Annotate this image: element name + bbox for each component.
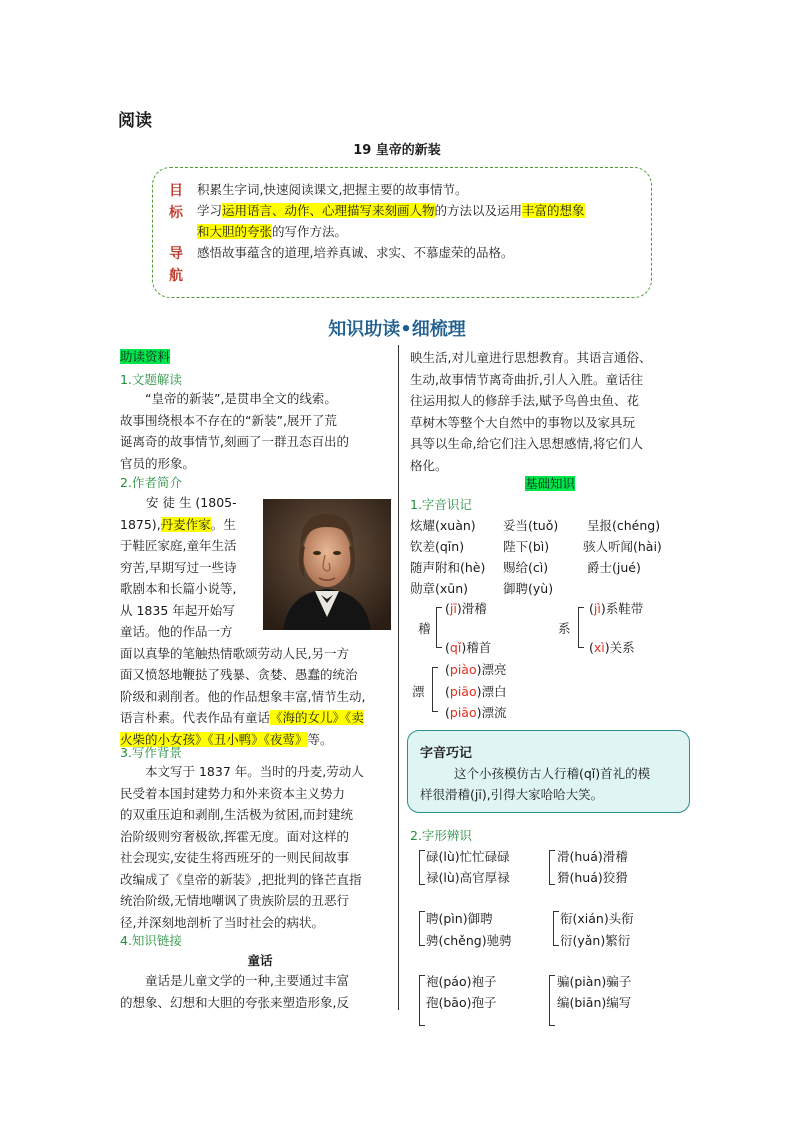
vocab-item: 赐给(cì) — [503, 560, 549, 575]
vocab-item: 勋章(xūn) — [410, 581, 468, 596]
pinyin: piāo — [449, 705, 477, 720]
glyph-item: 衍(yǎn)繁衍 — [560, 933, 631, 948]
vocab-item: 骇人听闻(hài) — [583, 539, 662, 554]
tag-label: 助读资料 — [120, 349, 171, 364]
section-title-4: 4.知识链接 — [120, 933, 182, 948]
glyph-item: 猾(huá)狡猾 — [557, 870, 628, 885]
title-interpretation — [120, 388, 394, 410]
word: 漂流 — [481, 705, 507, 720]
text-line: 于鞋匠家庭,童年生活 — [120, 538, 237, 553]
text-line: 民受着本国封建势力和外来资本主义势力 — [120, 785, 346, 801]
goal-text: 的写作方法。 — [272, 224, 348, 239]
fairy-tale-continued — [410, 347, 685, 476]
vocab-item: 随声附和(hè) — [410, 560, 486, 575]
text-line: 从 1835 年起开始写 — [120, 602, 235, 618]
section-title-pronunciation: 1.字音识记 — [410, 497, 472, 512]
text-line: 社会现实,安徒生将西班牙的一则民间故事 — [120, 850, 349, 865]
vocab-item: 御聘(yù) — [503, 581, 554, 596]
goal-label-char: 目 — [169, 183, 183, 199]
text-line: 统治阶级,无情地嘲讽了贵族阶层的丑恶行 — [120, 893, 349, 908]
fairy-tale-subtitle: 童话 — [247, 953, 273, 968]
pinyin: piāo — [449, 684, 477, 699]
goal-line-1: 积累生字词,快速阅读课文,把握主要的故事情节。 — [197, 182, 468, 197]
text-line: 童话。他的作品一方 — [120, 624, 233, 639]
section-title-3: 3.写作背景 — [120, 745, 182, 760]
page-title: 阅读 — [118, 111, 152, 131]
author-country-highlight: 丹麦作家 — [160, 516, 211, 532]
polyphone-item: (piāo)漂流 — [445, 705, 507, 720]
author-line — [120, 514, 260, 536]
goal-label-char: 航 — [169, 268, 183, 284]
section-title-2: 2.作者简介 — [120, 475, 182, 490]
author-line: 安 徒 生 (1805- — [146, 495, 237, 510]
text: 1875), — [120, 516, 161, 532]
glyph-item: 骗(piàn)骗子 — [557, 974, 632, 989]
goal-highlight: 和大胆的夸张 — [197, 224, 273, 239]
glyph-item: 滑(huá)滑稽 — [557, 849, 628, 864]
text-line: 治阶级则穷奢极欲,挥霍无度。面对这样的 — [120, 828, 349, 844]
mnemonic-box — [407, 730, 690, 813]
text-line: 具等以生命,给它们注入思想感情,将它们人 — [410, 436, 643, 451]
text-line: 官员的形象。 — [120, 455, 196, 471]
text-line: 的想象、幻想和大胆的夸张来塑造形象,反 — [120, 994, 349, 1010]
polyphone-char: 系 — [558, 621, 571, 636]
vocab-item: 陛下(bì) — [503, 539, 550, 554]
word: 系鞋带 — [605, 601, 644, 616]
text-line — [120, 707, 394, 729]
goal-line-2 — [197, 201, 642, 221]
word: 滑稽 — [461, 601, 487, 616]
goal-highlight: 运用语言、动作、心理描写来刻画人物 — [222, 203, 435, 218]
polyphone-item: (piāo)漂白 — [445, 684, 507, 699]
pinyin: qǐ — [449, 640, 462, 655]
text: 语言朴素。代表作品有童话 — [120, 710, 271, 725]
reading-material-tag — [120, 347, 170, 365]
goal-line-4: 感悟故事蕴含的道理,培养真诚、求实、不慕虚荣的品格。 — [197, 245, 514, 260]
title-interpretation-cont — [120, 410, 394, 475]
word: 漂亮 — [481, 662, 507, 677]
writing-background — [120, 783, 394, 934]
works-highlight: 《海的女儿》《卖 — [270, 710, 364, 725]
brace — [578, 607, 584, 648]
glyph-item: 骋(chěng)驰骋 — [426, 933, 512, 948]
background-first-line — [120, 761, 394, 783]
text-line: 的双重压迫和剥削,生活极为贫困,而封建统 — [120, 807, 353, 822]
brace — [549, 850, 555, 885]
text-line: 穷苦,早期写过一些诗 — [120, 559, 237, 575]
text-line: 故事围绕根本不存在的“新装”,展开了荒 — [120, 412, 337, 428]
polyphone-item: (qǐ)稽首 — [445, 640, 492, 655]
goal-label-char: 导 — [169, 246, 183, 262]
brace — [419, 911, 425, 946]
basic-knowledge-tag — [410, 474, 690, 492]
brace — [432, 667, 438, 712]
glyph-item: 禄(lù)高官厚禄 — [426, 870, 510, 885]
glyph-item: 碌(lù)忙忙碌碌 — [426, 849, 510, 864]
lesson-title: 19 皇帝的新装 — [353, 143, 441, 158]
fairy-tale-text — [120, 992, 394, 1014]
goal-text: 学习 — [197, 203, 223, 218]
pinyin: piào — [449, 662, 477, 677]
polyphone-item: (jì)系鞋带 — [589, 601, 644, 616]
mnemonic-title: 字音巧记 — [420, 746, 473, 761]
goal-line-3 — [197, 222, 642, 242]
text-line: 径,并深刻地剖析了当时社会的病状。 — [120, 914, 324, 930]
fairy-tale-first-line — [120, 970, 394, 992]
portrait-illustration — [263, 499, 391, 630]
word: 关系 — [609, 640, 635, 655]
text: 。生 — [210, 516, 236, 532]
author-portrait — [263, 499, 391, 630]
text-line: 诞离奇的故事情节,刻画了一群丑态百出的 — [120, 434, 349, 449]
polyphone-char: 稽 — [418, 621, 431, 636]
glyph-item: 袍(páo)袍子 — [426, 974, 497, 989]
text-line: 本文写于 1837 年。当时的丹麦,劳动人 — [145, 764, 364, 779]
section-title-1: 1.文题解读 — [120, 372, 182, 387]
text: 等。 — [307, 731, 333, 747]
goal-box — [152, 167, 652, 298]
goal-label-char: 标 — [169, 205, 183, 221]
brace — [553, 911, 559, 946]
text-line: 草树木等整个大自然中的事物以及家具玩 — [410, 414, 636, 430]
text-line: 格化。 — [410, 457, 448, 473]
polyphone-char: 漂 — [412, 684, 425, 699]
tag-label: 基础知识 — [524, 476, 575, 491]
vocab-item: 炫耀(xuàn) — [410, 518, 476, 533]
mnemonic-line: 样很滑稽(jī),引得大家哈哈大笑。 — [420, 787, 604, 802]
mnemonic-line: 这个小孩模仿古人行稽(qǐ)首礼的模 — [454, 766, 651, 781]
brace — [419, 975, 425, 1026]
glyph-item: 编(biān)编写 — [557, 995, 632, 1010]
glyph-item: 衔(xián)头衔 — [560, 911, 634, 926]
pinyin: xì — [593, 640, 605, 655]
text-line: 映生活,对儿童进行思想教育。其语言通俗、 — [410, 350, 652, 365]
word: 漂白 — [481, 684, 507, 699]
vocab-item: 爵士(jué) — [587, 560, 641, 575]
word: 稽首 — [466, 640, 492, 655]
text-line: 歌剧本和长篇小说等, — [120, 581, 237, 596]
pinyin: jì — [593, 601, 601, 616]
goal-highlight: 丰富的想象 — [522, 203, 585, 218]
brace — [419, 850, 425, 885]
brace — [549, 975, 555, 1026]
vocab-item: 呈报(chéng) — [587, 518, 661, 533]
glyph-item: 聘(pìn)御聘 — [426, 911, 493, 926]
vocab-item: 钦差(qīn) — [410, 539, 465, 554]
text-line: “皇帝的新装”,是贯串全文的线索。 — [145, 391, 337, 406]
polyphone-item: (piào)漂亮 — [445, 662, 507, 677]
section-heading: 知识助读•细梳理 — [328, 319, 466, 340]
pinyin: jī — [449, 601, 457, 616]
polyphone-item: (jī)滑稽 — [445, 601, 487, 616]
text-line: 生动,故事情节离奇曲折,引人入胜。童话往 — [410, 371, 643, 387]
text-line: 往运用拟人的修辞手法,赋予鸟兽虫鱼、花 — [410, 393, 639, 408]
text-line: 童话是儿童文学的一种,主要通过丰富 — [145, 973, 349, 988]
brace — [436, 607, 442, 648]
works-highlight: 火柴的小女孩》《丑小鸭》《夜莺》 — [120, 731, 308, 747]
section-title-glyphs: 2.字形辨识 — [410, 828, 472, 843]
text-line: 面以真挚的笔触热情歌颂劳动人民,另一方 — [120, 645, 349, 661]
text-line: 面又愤怒地鞭挞了残暴、贪婪、愚蠢的统治 — [120, 667, 358, 682]
goal-text: 的方法以及运用 — [434, 203, 523, 218]
column-divider — [398, 345, 399, 1010]
text-line: 改编成了《皇帝的新装》,把批判的锋芒直指 — [120, 871, 362, 887]
glyph-item: 孢(bāo)孢子 — [426, 995, 497, 1010]
text-line: 阶级和剥削者。他的作品想象丰富,情节生动, — [120, 688, 366, 704]
vocab-item: 妥当(tuǒ) — [503, 518, 559, 533]
polyphone-item: (xì)关系 — [589, 640, 635, 655]
